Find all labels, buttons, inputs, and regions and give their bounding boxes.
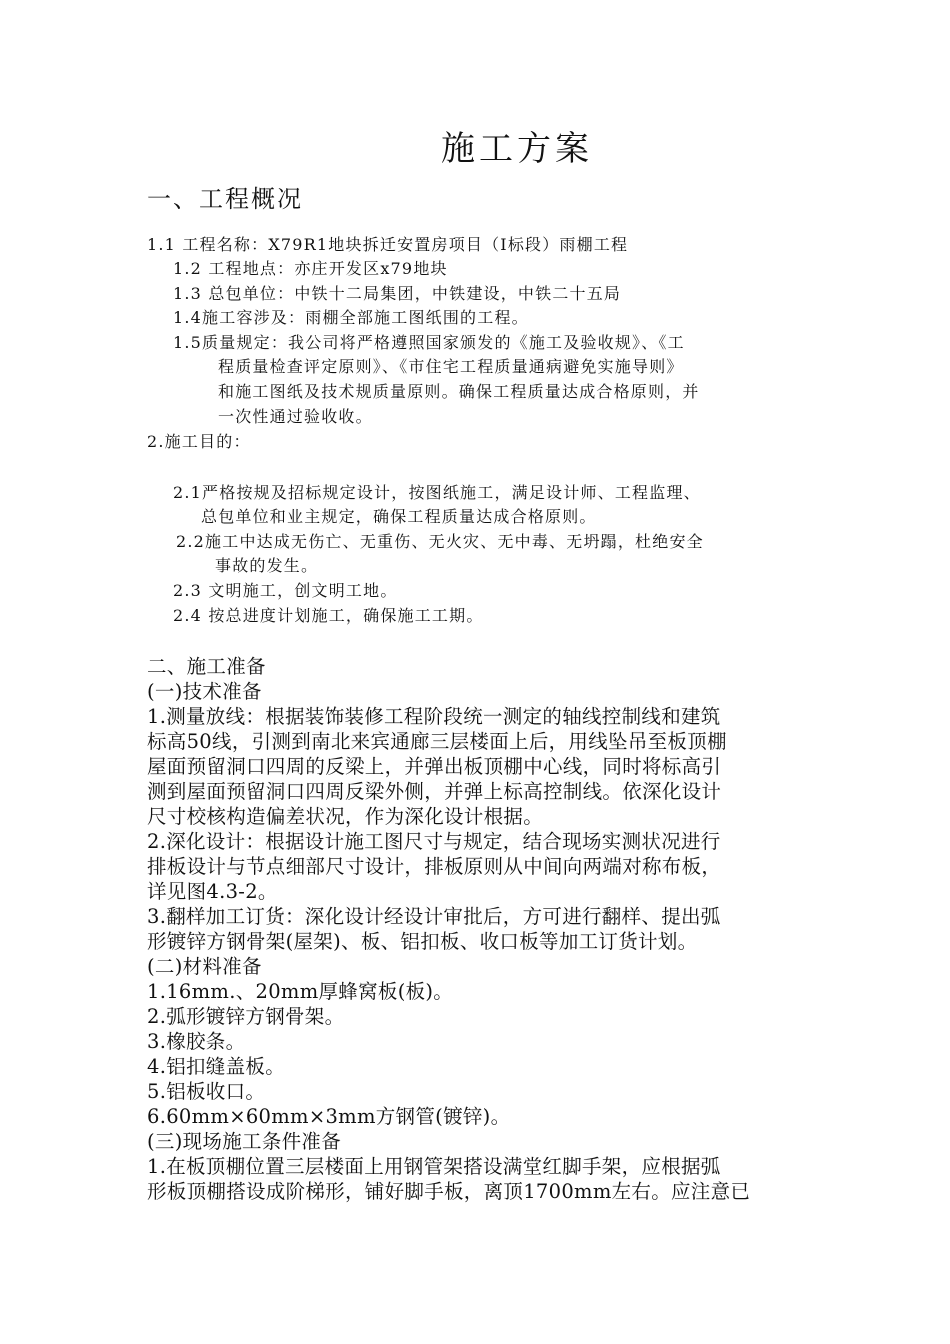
- goal-line: 2.3 文明施工，创文明工地。: [173, 581, 398, 600]
- body-line: 1.测量放线：根据装饰装修工程阶段统一测定的轴线控制线和建筑: [147, 705, 721, 728]
- material-item: 4.铝扣缝盖板。: [147, 1055, 286, 1078]
- overview-line: 1.2 工程地点：亦庄开发区x79地块: [173, 259, 448, 278]
- material-item: 3.橡胶条。: [147, 1030, 246, 1053]
- material-item: 1.16mm.、20mm厚蜂窝板(板)。: [147, 980, 454, 1003]
- body-line: 形板顶棚搭设成阶梯形，铺好脚手板，离顶1700mm左右。应注意已: [147, 1180, 751, 1203]
- goal-line: 2.4 按总进度计划施工，确保施工工期。: [173, 606, 484, 625]
- material-item: 2.弧形镀锌方钢骨架。: [147, 1005, 345, 1028]
- section-heading-preparation: 二、施工准备: [147, 655, 266, 678]
- body-line: 1.在板顶棚位置三层楼面上用钢管架搭设满堂红脚手架，应根据弧: [147, 1155, 721, 1178]
- body-line: 2.深化设计：根据设计施工图尺寸与规定，结合现场实测状况进行: [147, 830, 721, 853]
- overview-line: 和施工图纸及技术规质量原则。确保工程质量达成合格原则，并: [218, 382, 700, 401]
- section-heading-overview: 一、工程概况: [147, 185, 303, 213]
- goal-line: 2.2施工中达成无伤亡、无重伤、无火灾、无中毒、无坍蹋，杜绝安全: [176, 532, 704, 551]
- body-line: 测到屋面预留洞口四周反梁外侧，并弹上标高控制线。依深化设计: [147, 780, 722, 803]
- subsection-heading: (三)现场施工条件准备: [147, 1130, 342, 1153]
- body-line: 标高50线，引测到南北来宾通廊三层楼面上后，用线坠吊至板顶棚: [147, 730, 727, 753]
- body-line: 尺寸校核构造偏差状况，作为深化设计根据。: [147, 805, 544, 828]
- subsection-heading: (一)技术准备: [147, 680, 262, 703]
- goal-line: 事故的发生。: [215, 556, 319, 575]
- overview-line: 1.5质量规定：我公司将严格遵照国家颁发的《施工及验收规》、《工: [173, 333, 685, 352]
- goal-heading: 2.施工目的：: [147, 432, 251, 451]
- overview-line: 1.1 工程名称：X79R1地块拆迁安置房项目（I标段）雨棚工程: [147, 235, 629, 254]
- body-line: 排板设计与节点细部尺寸设计，排板原则从中间向两端对称布板，: [147, 855, 722, 878]
- body-line: 形镀锌方钢骨架(屋架)、板、铝扣板、收口板等加工订货计划。: [147, 930, 698, 953]
- goal-line: 总包单位和业主规定，确保工程质量达成合格原则。: [201, 507, 597, 526]
- body-line: 3.翻样加工订货：深化设计经设计审批后，方可进行翻样、提出弧: [147, 905, 721, 928]
- material-item: 5.铝板收口。: [147, 1080, 266, 1103]
- overview-line: 程质量检查评定原则》、《市住宅工程质量通病避免实施导则》: [218, 357, 684, 376]
- goal-line: 2.1严格按规及招标规定设计，按图纸施工，满足设计师、工程监理、: [173, 483, 701, 502]
- overview-line: 1.3 总包单位：中铁十二局集团，中铁建设，中铁二十五局: [173, 284, 622, 303]
- document-title: 施工方案: [441, 129, 593, 169]
- body-line: 屋面预留洞口四周的反梁上，并弹出板顶棚中心线，同时将标高引: [147, 755, 722, 778]
- overview-line: 一次性通过验收收。: [218, 407, 373, 426]
- overview-line: 1.4施工容涉及：雨棚全部施工图纸围的工程。: [173, 308, 529, 327]
- body-line: 详见图4.3-2。: [147, 880, 278, 903]
- subsection-heading: (二)材料准备: [147, 955, 262, 978]
- material-item: 6.60mm×60mm×3mm方钢管(镀锌)。: [147, 1105, 511, 1128]
